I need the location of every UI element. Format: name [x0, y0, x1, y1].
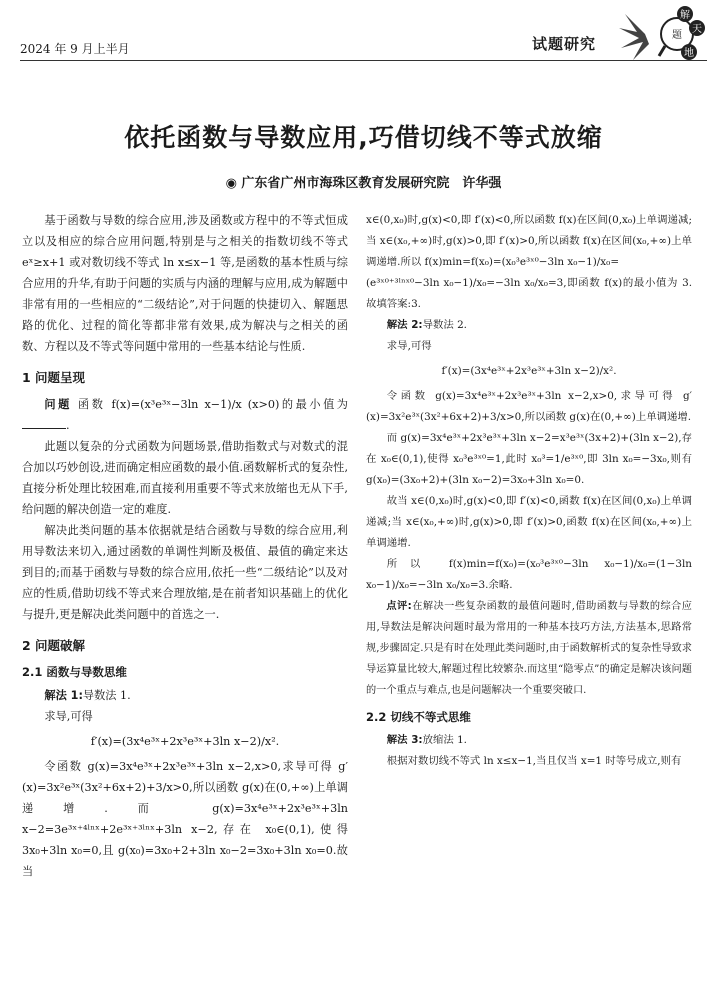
issue-date: 2024 年 9 月上半月 — [20, 42, 130, 56]
section-heading: 2 问题破解 — [22, 638, 86, 653]
body-text: 根据对数切线不等式 ln x≤x−1,当且仅当 x=1 时等号成立,则有 — [386, 755, 682, 767]
column-logo-icon — [615, 4, 710, 66]
logo-char: 地 — [684, 48, 694, 59]
logo-char: 题 — [672, 30, 682, 41]
left-column — [22, 210, 348, 882]
header-divider — [20, 60, 707, 61]
answer-blank — [22, 416, 66, 429]
method-label: 解法 2: — [386, 319, 423, 331]
method-heading — [366, 730, 692, 751]
derivative-formula: f′(x)=(3x⁴e³ˣ+2x³e³ˣ+3ln x−2)/x². — [90, 735, 280, 748]
subsection-heading: 2.1 函数与导数思维 — [22, 665, 127, 679]
logo-char: 解 — [680, 10, 690, 21]
problem-text: 函数 f(x)=(x³e³ˣ−3ln x−1)/x (x>0)的最小值为 — [77, 398, 348, 411]
subsection-heading: 2.2 切线不等式思维 — [366, 710, 471, 724]
right-column — [366, 210, 692, 772]
column-title: 试题研究 — [532, 35, 597, 53]
body-text: 而 g(x)=3x⁴e³ˣ+2x³e³ˣ+3ln x−2=x³e³ˣ(3x+2)+(3ln x−2),存在 x₀∈(0,1),使得 x₀³e³ˣ⁰=1,此时 x₀³=1/e³ˣ⁰,即 3ln x₀=−3x₀,则有 g(x₀)=(3x₀+2)+(3ln x₀−2)=3x₀+3ln x₀=0. — [366, 432, 693, 486]
author-line: ◉ 广东省广州市海珠区教育发展研究院 许华强 — [225, 176, 502, 191]
analysis-paragraph: 此题以复杂的分式函数为问题场景,借助指数式与对数式的混合加以巧妙创设,进而确定相应函数的最小值.函数解析式的复杂性,直接分析处理比较困难,而直接利用重要不等式来放缩也无从下手,给问题的解决创造一定的难度. — [22, 440, 348, 516]
method-label: 解法 1: — [44, 689, 83, 702]
body-text: 求导,可得 — [386, 340, 432, 352]
section-heading: 1 问题呈现 — [22, 370, 86, 385]
problem-end: . — [66, 419, 70, 432]
body-text: 令函数 g(x)=3x⁴e³ˣ+2x³e³ˣ+3ln x−2,x>0,求导可得 g′(x)=3x²e³ˣ(3x²+6x+2)+3/x>0,所以函数 g(x)在(0,+∞)上单调递增. — [366, 390, 692, 423]
method-heading — [366, 315, 692, 336]
derivative-formula: f′(x)=(3x⁴e³ˣ+2x³e³ˣ+3ln x−2)/x². — [441, 365, 617, 377]
logo-char: 天 — [692, 24, 702, 35]
method-name: 导数法 1. — [82, 689, 131, 702]
problem-label: 问题 — [44, 398, 72, 411]
body-text: x∈(0,x₀)时,g(x)<0,即 f′(x)<0,所以函数 f(x)在区间(0,x₀)上单调递减;当 x∈(x₀,+∞)时,g(x)>0,即 f′(x)>0,所以函数 f(x)在区间(x₀,+∞)上单调递增.所以 f(x)min=f(x₀)=(x₀³e³ˣ⁰−3ln x₀−1)/x₀= — [366, 214, 692, 268]
method-name: 导数法 2. — [422, 319, 467, 331]
minimum-formula: 所以 f(x)min=f(x₀)=(x₀³e³ˣ⁰−3ln x₀−1)/x₀=(1−3ln x₀−1)/x₀=−3ln x₀/x₀=3.余略. — [366, 558, 692, 591]
commentary-label: 点评: — [386, 601, 412, 612]
page-header — [0, 0, 727, 60]
commentary-text: 在解决一些复杂函数的最值问题时,借助函数与导数的综合应用,导数法是解决问题时最为常用的一种基本技巧方法,方法基本,思路常规,步骤固定.只是有时在处理此类问题时,由于函数解析式的复杂性导致求导运算量比较大,解题过程比较繁杂.而这里“隐零点”的确定是解决该问题的一个重点与难点,也是问题解决一个重要突破口. — [366, 601, 692, 696]
method-name: 放缩法 1. — [422, 734, 467, 746]
body-text: 令函数 g(x)=3x⁴e³ˣ+2x³e³ˣ+3ln x−2,x>0,求导可得 g′(x)=3x²e³ˣ(3x²+6x+2)+3/x>0,所以函数 g(x)在(0,+∞)上单调递增.而 g(x)=3x⁴e³ˣ+2x³e³ˣ+3ln x−2=3e³ˣ⁺⁴ˡⁿˣ+2e³ˣ⁺³ˡⁿˣ+3ln x−2,存在 x₀∈(0,1),使得 3x₀+3ln x₀=0,且 g(x₀)=3x₀+2+3ln x₀−2=3x₀+3ln x₀=0.故当 — [22, 760, 348, 878]
article-title: 依托函数与导数应用,巧借切线不等式放缩 — [124, 123, 603, 152]
intro-paragraph: 基于函数与导数的综合应用,涉及函数或方程中的不等式恒成立以及相应的综合应用问题,特别是与之相关的指数切线不等式 eˣ≥x+1 或对数切线不等式 ln x≤x−1 等,是函数的基本性质与综合应用的升华,有助于问题的实质与内涵的理解与应用,成为解题中非常有用的一些相应的“二级结论”,对于问题的快捷切入、解题思路的优化、过程的简化等都非常有效果,成为解决与之相关的函数、方程以及不等式等问题中常用的一些基本结论与性质. — [22, 214, 348, 353]
body-text: (e³ˣ⁰⁺³ˡⁿˣ⁰−3ln x₀−1)/x₀=−3ln x₀/x₀=3,即函数 f(x)的最小值为 3.故填答案:3. — [366, 277, 692, 310]
problem-statement — [22, 394, 348, 436]
method-heading — [22, 685, 348, 706]
body-text: 故当 x∈(0,x₀)时,g(x)<0,即 f′(x)<0,函数 f(x)在区间(0,x₀)上单调递减;当 x∈(x₀,+∞)时,g(x)>0,即 f′(x)>0,函数 f(x)在区间(x₀,+∞)上单调递增. — [366, 495, 692, 549]
method-label: 解法 3: — [386, 734, 423, 746]
commentary — [366, 596, 692, 701]
body-text: 求导,可得 — [44, 710, 93, 723]
basis-paragraph: 解决此类问题的基本依据就是结合函数与导数的综合应用,利用导数法来切入,通过函数的单调性判断及极值、最值的确定来达到目的;而基于函数与导数的综合应用,依托一些“二级结论”以及对应的性质,借助切线不等式来合理放缩,是在前者知识基础上的优化与提升,更是解决此类问题中的首选之一. — [22, 524, 348, 621]
